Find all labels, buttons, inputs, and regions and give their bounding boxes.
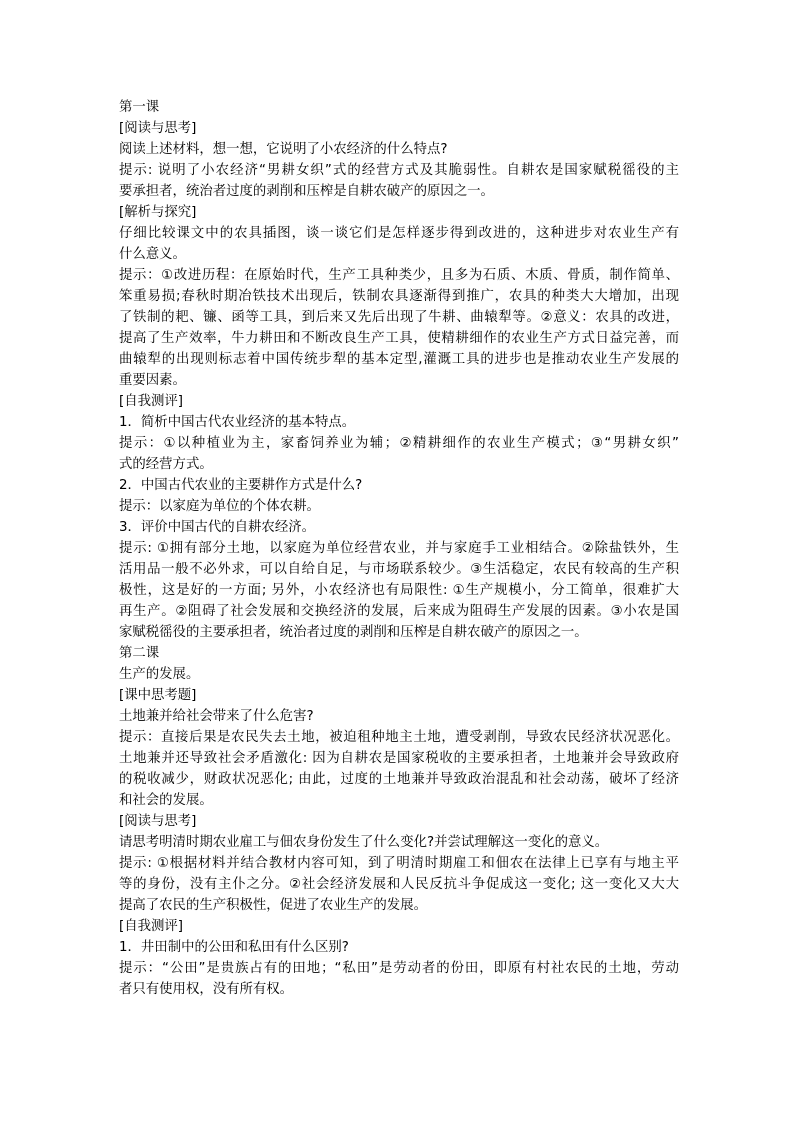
text-line: [解析与探究] (119, 205, 197, 220)
text-line: 和社会的发展。 (119, 793, 213, 808)
text-line: 再生产。②阻碍了社会发展和交换经济的发展，后来成为阻碍生产发展的因素。③小农是国 (119, 604, 679, 619)
document-body (119, 97, 679, 1000)
text-line: 提示：①改进历程：在原始时代，生产工具种类少，且多为石质、木质、骨质，制作简单、 (119, 268, 679, 283)
text-line: 提示: ①根据材料并结合教材内容可知，到了明清时期雇工和佃农在法律上已享有与地主平 (119, 856, 679, 871)
text-line: 重要因素。 (119, 373, 186, 388)
text-line: 第一课 (119, 100, 160, 115)
text-line: 提示：直接后果是农民失去土地，被迫租种地主土地，遭受剥削，导致农民经济状况恶化。 (119, 730, 679, 745)
text-line: 土地兼并还导致社会矛盾激化: 因为自耕农是国家税收的主要承担者，土地兼并会导致政府 (119, 751, 679, 766)
text-line: [自我测评] (119, 394, 184, 409)
text-line: 土地兼并给社会带来了什么危害? (119, 709, 314, 724)
text-line: 生产的发展。 (119, 667, 200, 682)
text-line: 提示: ①拥有部分土地，以家庭为单位经营农业，并与家庭手工业相结合。②除盐铁外，生 (119, 541, 679, 556)
text-line: 3．评价中国古代的自耕农经济。 (119, 520, 315, 535)
text-line: 曲辕犁的出现则标志着中国传统步犁的基本定型,灌溉工具的进步也是推动农业生产发展的 (119, 352, 679, 367)
text-line: [自我测评] (119, 919, 184, 934)
text-line: 提高了生产效率，牛力耕田和不断改良生产工具，使精耕细作的农业生产方式日益完善，而 (119, 331, 679, 346)
text-line: [阅读与思考] (119, 814, 197, 829)
text-line: 极性，这是好的一方面; 另外，小农经济也有局限性: ①生产规模小，分工简单，很难扩大 (119, 583, 679, 598)
text-line: 者只有使用权，没有所有权。 (119, 982, 294, 997)
text-line: 等的身份，没有主仆之分。②社会经济发展和人民反抗斗争促成这一变化; 这一变化又大大 (119, 877, 679, 892)
text-line: 提高了农民的生产积极性，促进了农业生产的发展。 (119, 898, 427, 913)
text-line: 的税收减少，财政状况恶化; 由此，过度的土地兼并导致政治混乱和社会动荡，破坏了经济 (119, 772, 679, 787)
text-line: 提示：“公田”是贵族占有的田地；“私田”是劳动者的份田，即原有村社农民的土地，劳动 (119, 961, 679, 976)
text-line: 1．井田制中的公田和私田有什么区别? (119, 940, 349, 955)
text-line: 仔细比较课文中的农具插图，谈一谈它们是怎样逐步得到改进的，这种进步对农业生产有 (119, 226, 679, 241)
text-line: 要承担者，统治者过度的剥削和压榨是自耕农破产的原因之一。 (119, 184, 494, 199)
text-line: 家赋税徭役的主要承担者，统治者过度的剥削和压榨是自耕农破产的原因之一。 (119, 625, 588, 640)
text-line: 第二课 (119, 646, 160, 661)
text-line: 阅读上述材料，想一想，它说明了小农经济的什么特点? (119, 142, 448, 157)
text-line: 笨重易损;春秋时期冶铁技术出现后，铁制农具逐渐得到推广，农具的种类大大增加，出现 (119, 289, 679, 304)
text-line: 活用品一般不必外求，可以自给自足，与市场联系较少。③生活稳定，农民有较高的生产积 (119, 562, 679, 577)
text-line: 式的经营方式。 (119, 457, 213, 472)
text-line: 2．中国古代农业的主要耕作方式是什么? (119, 478, 363, 493)
text-line: 1．简析中国古代农业经济的基本特点。 (119, 415, 356, 430)
text-line: 什么意义。 (119, 247, 186, 262)
text-line: 提示：①以种植业为主，家畜饲养业为辅；②精耕细作的农业生产模式；③“男耕女织” (119, 436, 679, 451)
text-line: 提示: 说明了小农经济“男耕女织”式的经营方式及其脆弱性。自耕农是国家赋税徭役的主 (119, 163, 679, 178)
text-line: 了铁制的耙、镰、函等工具，到后来又先后出现了牛耕、曲辕犁等。②意义：农具的改进， (119, 310, 679, 325)
text-line: 提示：以家庭为单位的个体农耕。 (119, 499, 320, 514)
text-line: 请思考明清时期农业雇工与佃农身份发生了什么变化?并尝试理解这一变化的意义。 (119, 835, 609, 850)
text-line: [课中思考题] (119, 688, 197, 703)
text-line: [阅读与思考] (119, 121, 197, 136)
